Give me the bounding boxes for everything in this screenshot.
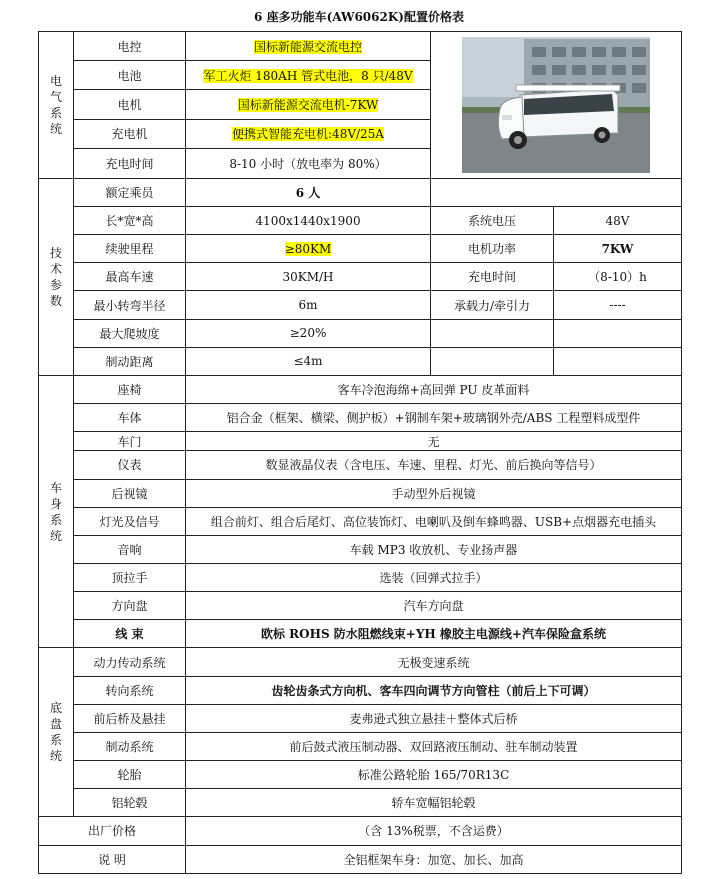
row-value-2: （8-10）h (554, 263, 682, 291)
row-value: 齿轮齿条式方向机、客车四向调节方向管柱（前后上下可调） (186, 676, 682, 704)
row-label: 后视镜 (74, 479, 186, 507)
row-label: 车门 (74, 432, 186, 451)
table-row (39, 375, 682, 403)
row-label: 灯光及信号 (74, 507, 186, 535)
row-value: 4100x1440x1900 (186, 207, 431, 235)
row-value: 无 (186, 432, 682, 451)
row-label: 最大爬坡度 (74, 319, 186, 347)
row-value: ≤4m (186, 347, 431, 375)
table-row (39, 845, 682, 873)
empty-cell (431, 178, 682, 206)
section-char: 气 (49, 89, 62, 104)
table-row (39, 732, 682, 760)
row-value (186, 90, 431, 119)
row-value (186, 235, 431, 263)
section-technical (39, 178, 74, 375)
section-char: 统 (49, 121, 62, 136)
row-value: 车载 MP3 收放机、专业扬声器 (186, 535, 682, 563)
section-char: 技 (49, 245, 62, 260)
table-row (39, 479, 682, 507)
row-label: 仪表 (74, 451, 186, 479)
table-row (39, 404, 682, 432)
table-row (39, 263, 682, 291)
row-label: 方向盘 (74, 592, 186, 620)
row-value: 轿车宽幅铝轮毂 (186, 789, 682, 817)
table-row (39, 178, 682, 206)
section-char: 统 (49, 528, 62, 543)
note-value: 全铝框架车身：加宽、加长、加高 (186, 845, 682, 873)
table-row (39, 789, 682, 817)
row-value: ≥20% (186, 319, 431, 347)
section-char: 系 (49, 733, 62, 748)
empty-cell (431, 319, 554, 347)
table-row (39, 761, 682, 789)
section-char: 系 (49, 512, 62, 527)
highlighted-value: 国标新能源交流电机-7KW (237, 97, 379, 112)
note-label: 说 明 (39, 845, 186, 873)
row-value: 汽车方向盘 (186, 592, 682, 620)
row-value: 欧标 ROHS 防水阻燃线束+YH 橡胶主电源线+汽车保险盒系统 (186, 620, 682, 648)
table-row (39, 648, 682, 676)
section-char: 电 (49, 73, 62, 88)
row-value-2: 7KW (554, 235, 682, 263)
row-label: 电池 (74, 61, 186, 90)
row-label: 车体 (74, 404, 186, 432)
page-title: 6 座多功能车(AW6062K)配置价格表 (254, 10, 464, 24)
row-value: 6m (186, 291, 431, 319)
table-row (39, 291, 682, 319)
row-label: 前后桥及悬挂 (74, 704, 186, 732)
row-label-2: 承载力/牵引力 (431, 291, 554, 319)
row-value: 30KM/H (186, 263, 431, 291)
table-row (39, 319, 682, 347)
row-value: 数显液晶仪表（含电压、车速、里程、灯光、前后换向等信号） (186, 451, 682, 479)
table-row (39, 535, 682, 563)
section-electrical (39, 32, 74, 179)
vehicle-illustration (462, 37, 650, 173)
empty-cell (554, 319, 682, 347)
row-label: 座椅 (74, 375, 186, 403)
row-label: 电机 (74, 90, 186, 119)
table-row (39, 676, 682, 704)
section-char: 统 (49, 749, 62, 764)
section-char: 参 (49, 277, 62, 292)
row-value (186, 61, 431, 90)
row-label: 制动系统 (74, 732, 186, 760)
row-label: 动力传动系统 (74, 648, 186, 676)
row-label-2: 充电时间 (431, 263, 554, 291)
row-value-2: ---- (554, 291, 682, 319)
section-body (39, 375, 74, 648)
table-row (39, 507, 682, 535)
row-label: 顶拉手 (74, 564, 186, 592)
row-label: 制动距离 (74, 347, 186, 375)
table-row (39, 592, 682, 620)
section-char: 系 (49, 105, 62, 120)
row-value: 铝合金（框架、横梁、侧护板）+钢制车架+玻璃钢外壳/ABS 工程塑料成型件 (186, 404, 682, 432)
table-row (39, 564, 682, 592)
section-char: 数 (49, 293, 62, 308)
section-chassis (39, 648, 74, 817)
row-value: 6 人 (186, 178, 431, 206)
row-value: 无极变速系统 (186, 648, 682, 676)
highlighted-value: 军工火炬 180AH 管式电池，8 只/48V (203, 68, 413, 83)
row-label: 充电时间 (74, 148, 186, 178)
empty-cell (431, 347, 554, 375)
table-row (39, 432, 682, 451)
table-row (39, 620, 682, 648)
row-value: 客车冷泡海绵+高回弹 PU 皮革面料 (186, 375, 682, 403)
row-label: 长*宽*高 (74, 207, 186, 235)
vehicle-photo-cell (431, 32, 682, 179)
row-label: 铝轮毂 (74, 789, 186, 817)
table-row (39, 207, 682, 235)
row-label: 轮胎 (74, 761, 186, 789)
table-row (39, 347, 682, 375)
row-label: 额定乘员 (74, 178, 186, 206)
table-row (39, 32, 682, 61)
row-label-2: 电机功率 (431, 235, 554, 263)
row-label: 转向系统 (74, 676, 186, 704)
row-value (186, 119, 431, 148)
row-label: 最高车速 (74, 263, 186, 291)
section-char: 盘 (49, 717, 62, 732)
highlighted-value: 国标新能源交流电控 (253, 39, 362, 54)
spec-table (38, 31, 682, 874)
highlighted-value: ≥80KM (284, 241, 332, 256)
section-char: 身 (49, 496, 62, 511)
row-label-2: 系统电压 (431, 207, 554, 235)
row-label: 音响 (74, 535, 186, 563)
table-row (39, 817, 682, 845)
section-char: 底 (49, 701, 62, 716)
row-value: 选装（回弹式拉手） (186, 564, 682, 592)
table-row (39, 704, 682, 732)
table-row (39, 451, 682, 479)
row-value-2: 48V (554, 207, 682, 235)
row-value: 标准公路轮胎 165/70R13C (186, 761, 682, 789)
section-char: 术 (49, 261, 62, 276)
row-value: 麦弗逊式独立悬挂＋整体式后桥 (186, 704, 682, 732)
price-label: 出厂价格 (39, 817, 186, 845)
row-label: 电控 (74, 32, 186, 61)
highlighted-value: 便携式智能充电机:48V/25A (232, 127, 384, 142)
row-value (186, 32, 431, 61)
row-label: 最小转弯半径 (74, 291, 186, 319)
empty-cell (554, 347, 682, 375)
table-row (39, 235, 682, 263)
row-value: 手动型外后视镜 (186, 479, 682, 507)
row-label: 充电机 (74, 119, 186, 148)
row-label: 续驶里程 (74, 235, 186, 263)
section-char: 车 (49, 480, 62, 495)
vehicle-photo (462, 37, 650, 173)
price-value: （含 13%税票，不含运费） (186, 817, 682, 845)
row-value: 组合前灯、组合后尾灯、高位装饰灯、电喇叭及倒车蜂鸣器、USB+点烟器充电插头 (186, 507, 682, 535)
row-label: 线 束 (74, 620, 186, 648)
row-value: 前后鼓式液压制动器、双回路液压制动、驻车制动装置 (186, 732, 682, 760)
row-value: 8-10 小时（放电率为 80%） (186, 148, 431, 178)
